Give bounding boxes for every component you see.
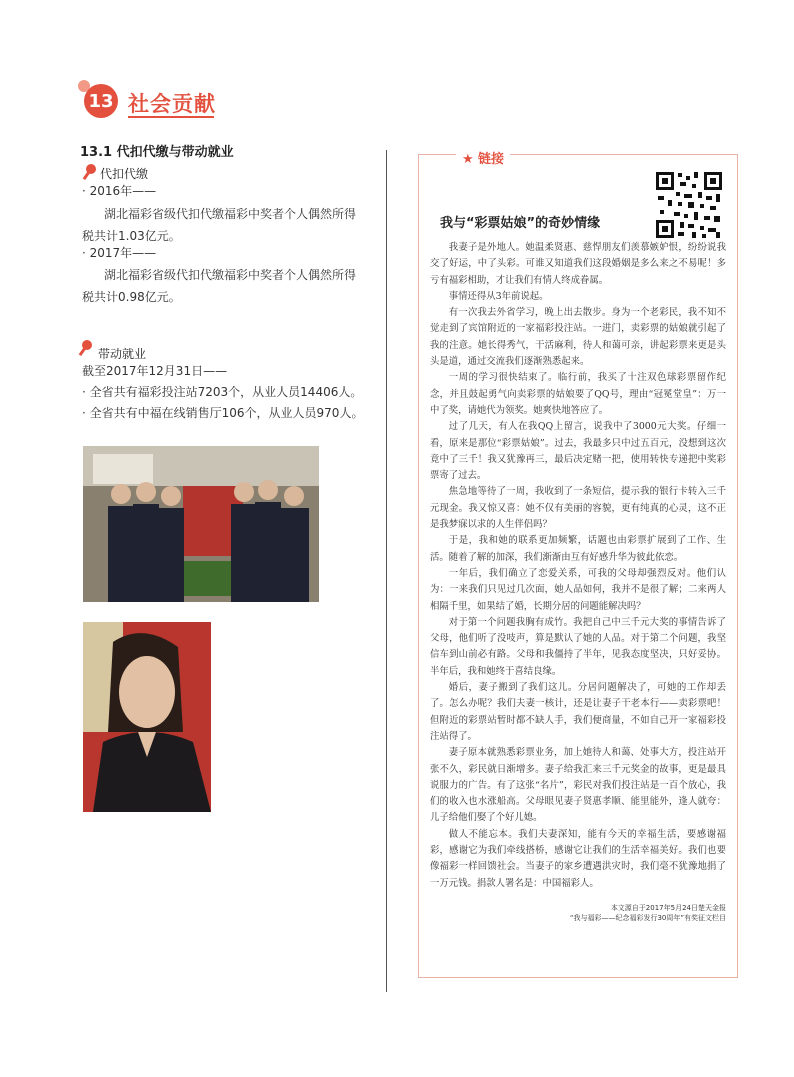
staff-group-photo xyxy=(83,446,319,602)
article-source xyxy=(520,903,726,923)
employment-item-stations: · 全省共有福彩投注站7203个，从业人员14406人。 xyxy=(82,385,363,399)
article-paragraph: 做人不能忘本。我们夫妻深知，能有今天的幸福生活，要感谢福彩，感谢它为我们牵线搭桥，感谢它让我们的生活幸福美好。我们也要像福彩一样回馈社会。当妻子的家乡遭遇洪灾时，我们毫不犹豫地捐了一万元钱。捐款人署名是：中国福彩人。 xyxy=(430,828,726,889)
article-paragraph: 婚后，妻子搬到了我们这儿。分居问题解决了，可她的工作却丢了。怎么办呢？我们夫妻一核计，还是让妻子干老本行——卖彩票吧！但附近的彩票站暂时都不缺人手，我们便商量，不如自己开一家福彩投注站得了。 xyxy=(430,682,726,742)
article-paragraph: 妻子原本就熟悉彩票业务，加上她待人和蔼、处事大方，投注站开张不久，彩民就日渐增多。妻子给我汇来三千元奖金的故事，更是最具说服力的广告。有了这张“名片”，彩民对我们投注站是一百个放心，我们的收入也水涨船高。父母眼见妻子贤惠孝顺、能里能外，逢人就夸：儿子给他们娶了个好儿媳。 xyxy=(430,747,726,824)
article-paragraph: 对于第一个问题我胸有成竹。我把自己中三千元大奖的事情告诉了父母，他们听了没吱声，算是默认了她的人品。对于第二个问题，我坚信车到山前必有路。父母和我僵持了半年，见我态度坚决，只好妥协。半年后，我和她终于喜结良缘。 xyxy=(430,616,726,677)
withholding-text-2017: 湖北福彩省级代扣代缴福彩中奖者个人偶然所得 xyxy=(104,268,357,282)
subsection-title: 13.1 代扣代缴与带动就业 xyxy=(80,145,234,160)
column-divider xyxy=(386,150,387,992)
withholding-heading: 代扣代缴 xyxy=(100,167,149,181)
employment-asof: 截至2017年12月31日—— xyxy=(82,364,228,378)
article-paragraph: 一年后，我们确立了恋爱关系，可我的父母却强烈反对。他们认为：一来我们只见过几次面，她人品如何，我并不是很了解；二来两人相隔千里，如果结了婚，长期分居的问题能解决吗？ xyxy=(430,567,726,612)
pin-icon xyxy=(84,164,98,180)
article-paragraph: 焦急地等待了一周，我收到了一条短信，提示我的银行卡转入三千元现金。我又惊又喜：她不仅有美丽的容貌，更有纯真的心灵，这不正是我梦寐以求的人生伴侣吗？ xyxy=(430,486,726,531)
article-paragraph: 我妻子是外地人。她温柔贤惠、慈悍朋友们羡慕嫉妒恨，纷纷说我交了好运，中了头彩。可谁又知道我们这段婚姻是多么来之不易呢！多亏有福彩相助，才让我们有情人终成眷属。 xyxy=(430,242,726,286)
employment-heading: 带动就业 xyxy=(98,347,147,361)
article-paragraph: 有一次我去外省学习，晚上出去散步。身为一个老彩民，我不知不觉走到了宾馆附近的一家福彩投注站。一进门，卖彩票的姑娘就引起了我的注意。她长得秀气，干活麻利，待人和蔼可亲，讲起彩票来更是头头是道，通过交流我们逐渐熟悉起来。 xyxy=(430,307,726,368)
article-paragraph: 于是，我和她的联系更加频繁，话题也由彩票扩展到了工作、生活。随着了解的加深，我们渐渐由互有好感升华为彼此依恋。 xyxy=(430,535,726,563)
smiling-woman-photo xyxy=(83,622,211,812)
star-pin-icon: ★ xyxy=(462,152,474,167)
section-title: 社会贡献 xyxy=(128,92,216,116)
article-paragraph: 事情还得从3年前说起。 xyxy=(448,290,549,302)
section-number-badge: 13 xyxy=(84,84,118,118)
source-line-1: 本文源自于2017年5月24日楚天金报 xyxy=(610,904,726,912)
withholding-year-2017: · 2017年—— xyxy=(82,246,157,260)
qr-code[interactable] xyxy=(654,170,724,240)
pin-icon xyxy=(80,340,94,356)
withholding-amount-2017: 税共计0.98亿元。 xyxy=(82,290,181,304)
article-paragraph: 过了几天，有人在我QQ上留言，说我中了3000元大奖。仔细一看，原来是那位“彩票姑娘”。过去，我最多只中过五百元，没想到这次竟中了三千！我又犹豫再三，最后决定赌一把，使用转快专递把中奖彩票寄了过去。 xyxy=(430,421,726,482)
source-line-2: “我与福彩——纪念福彩发行30周年”有奖征文栏目 xyxy=(569,914,726,922)
article-title: 我与“彩票姑娘”的奇妙情缘 xyxy=(440,216,601,231)
article-paragraph: 一周的学习很快结束了。临行前，我买了十注双色球彩票留作纪念，并且鼓起勇气向卖彩票的姑娘要了QQ号，理由“冠冕堂皇”：万一中了奖，请她代为领奖。她爽快地答应了。 xyxy=(430,372,726,416)
employment-item-halls: · 全省共有中福在线销售厅106个，从业人员970人。 xyxy=(82,406,364,420)
withholding-text-2016: 湖北福彩省级代扣代缴福彩中奖者个人偶然所得 xyxy=(104,207,357,221)
section-title-underline xyxy=(128,116,214,118)
withholding-year-2016: · 2016年—— xyxy=(82,184,157,198)
link-label: ★ 链接 xyxy=(456,148,510,167)
article-body xyxy=(430,240,726,892)
withholding-amount-2016: 税共计1.03亿元。 xyxy=(82,229,181,243)
